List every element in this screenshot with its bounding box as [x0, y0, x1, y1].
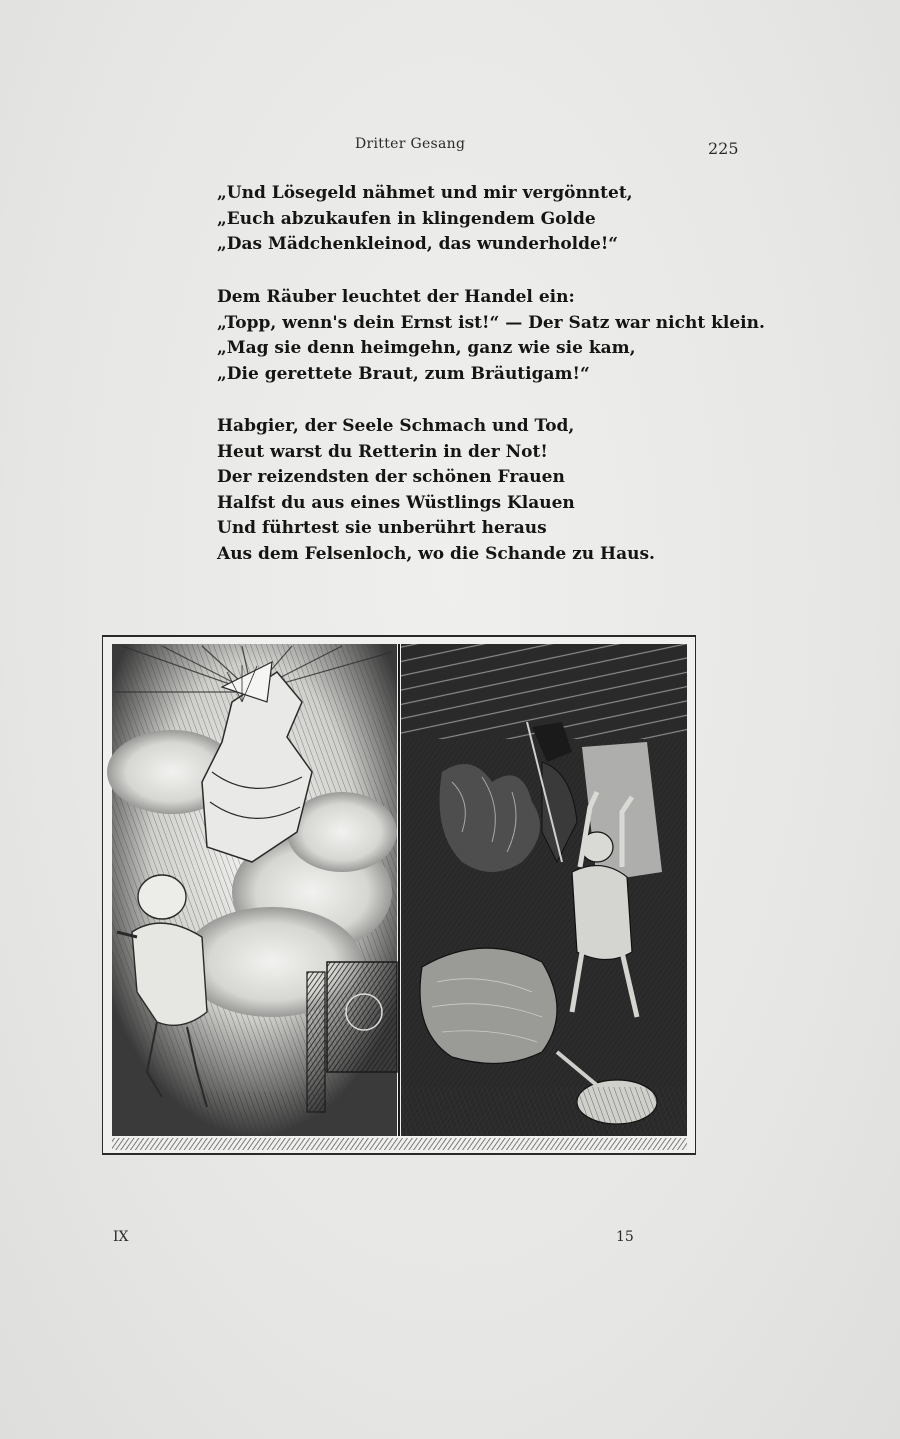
verse-line: Der reizendsten der schönen Frauen — [217, 467, 565, 487]
verse-line: „Und Lösegeld nähmet und mir vergönntet, — [217, 183, 633, 203]
verse-line: Heut warst du Retterin in der Not! — [217, 441, 548, 462]
signature-right: 15 — [616, 1229, 634, 1245]
stanza-3 — [217, 414, 697, 567]
left-panel — [107, 644, 397, 1136]
running-title: Dritter Gesang — [355, 136, 466, 152]
stanza-1 — [217, 181, 697, 258]
verse-line: „Die gerettete Braut, zum Bräutigam!“ — [217, 363, 590, 384]
verse-line: Halfst du aus eines Wüstlings Klauen — [217, 492, 575, 513]
engraving-illustration — [102, 632, 696, 1162]
verse-line: „Euch abzukaufen in klingendem Golde — [217, 208, 596, 229]
page-number: 225 — [708, 139, 739, 158]
verse-line: „Mag sie denn heimgehn, ganz wie sie kam, — [217, 338, 636, 358]
signature-left: IX — [113, 1229, 129, 1245]
verse-line: Und führtest sie unberührt heraus — [217, 518, 547, 538]
verse-line: „Topp, wenn's dein Ernst ist!“ — Der Satz war nicht klein. — [217, 312, 765, 333]
verse-line: Habgier, der Seele Schmach und Tod, — [217, 416, 575, 436]
stanza-2 — [217, 285, 765, 387]
verse-line: Aus dem Felsenloch, wo die Schande zu Haus. — [217, 543, 655, 564]
engraving-illustration-icon — [102, 632, 696, 1162]
right-panel — [401, 644, 687, 1136]
verse-line: „Das Mädchenkleinod, das wunderholde!“ — [217, 234, 619, 254]
verse-line: Dem Räuber leuchtet der Handel ein: — [217, 287, 575, 307]
